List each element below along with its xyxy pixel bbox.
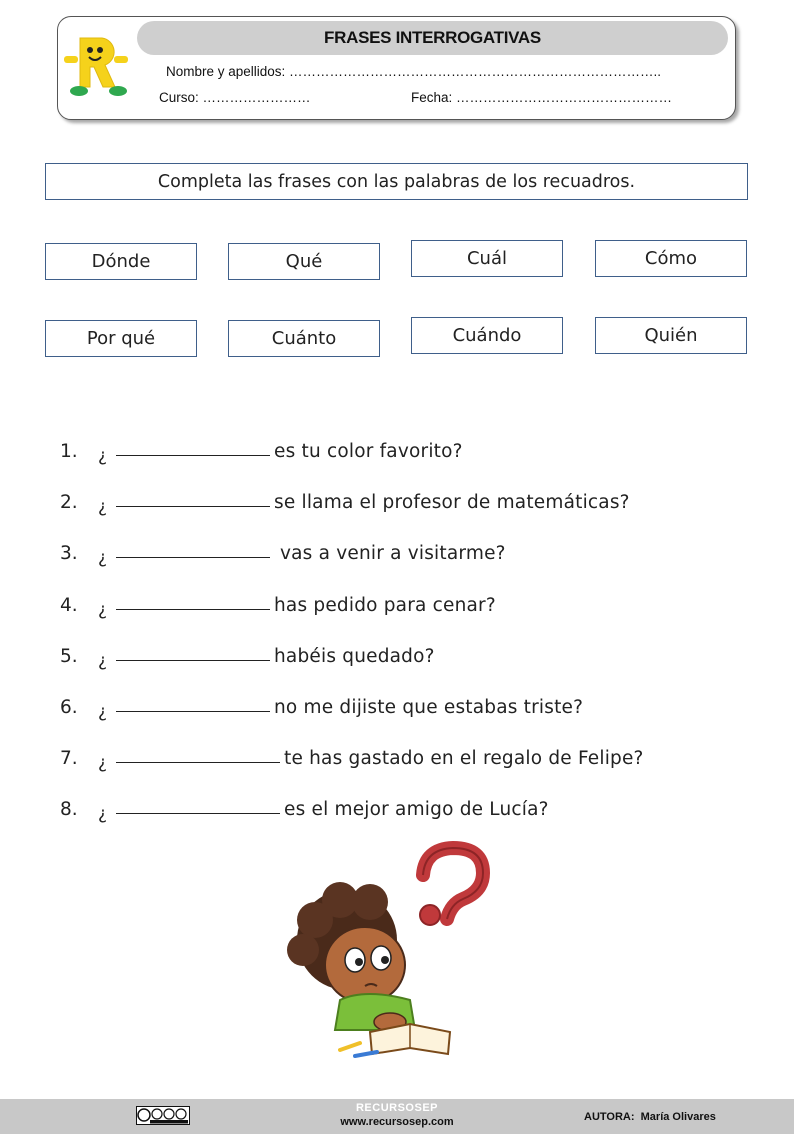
- word-box-cuanto: Cuánto: [228, 320, 380, 357]
- footer-website-link[interactable]: www.recursosep.com: [340, 1116, 454, 1128]
- word-box-por-que: Por qué: [45, 320, 197, 357]
- question-row-4: [60, 586, 496, 620]
- word-box-como: Cómo: [595, 240, 747, 277]
- question-text: habéis quedado?: [274, 646, 435, 667]
- question-row-5: [60, 637, 435, 671]
- answer-blank[interactable]: [116, 639, 270, 661]
- answer-blank[interactable]: [116, 588, 270, 610]
- question-row-2: [60, 483, 630, 517]
- question-open-mark: ¿: [98, 702, 108, 722]
- question-open-mark: ¿: [98, 600, 108, 620]
- question-open-mark: ¿: [98, 753, 108, 773]
- instruction-box: Completa las frases con las palabras de los recuadros.: [45, 163, 748, 200]
- word-box-cual: Cuál: [411, 240, 563, 277]
- word-box-donde: Dónde: [45, 243, 197, 280]
- question-number: 6.: [60, 697, 78, 718]
- letter-r-mascot-icon: [62, 32, 132, 100]
- answer-blank[interactable]: [116, 536, 270, 558]
- thinking-child-question-mark-icon: [285, 840, 495, 1065]
- question-number: 3.: [60, 543, 78, 564]
- word-box-cuando: Cuándo: [411, 317, 563, 354]
- author-name: María Olivares: [640, 1111, 716, 1123]
- answer-blank[interactable]: [116, 485, 270, 507]
- question-open-mark: ¿: [98, 497, 108, 517]
- question-row-6: [60, 688, 584, 722]
- footer-bar: [0, 1099, 794, 1134]
- question-text: te has gastado en el regalo de Felipe?: [284, 748, 644, 769]
- question-open-mark: ¿: [98, 651, 108, 671]
- question-row-8: [60, 790, 549, 824]
- question-number: 2.: [60, 492, 78, 513]
- question-open-mark: ¿: [98, 804, 108, 824]
- answer-blank[interactable]: [116, 792, 280, 814]
- question-row-1: [60, 432, 463, 466]
- word-box-quien: Quién: [595, 317, 747, 354]
- question-text: has pedido para cenar?: [274, 595, 496, 616]
- question-row-3: [60, 534, 506, 568]
- author-label: AUTORA:: [584, 1111, 635, 1123]
- question-number: 4.: [60, 595, 78, 616]
- question-number: 8.: [60, 799, 78, 820]
- answer-blank[interactable]: [116, 434, 270, 456]
- footer-author: [584, 1111, 716, 1123]
- name-field-line[interactable]: Nombre y apellidos: ………………………………………………………………………..: [166, 64, 662, 79]
- question-text: vas a venir a visitarme?: [280, 543, 506, 564]
- answer-blank[interactable]: [116, 741, 280, 763]
- word-box-que: Qué: [228, 243, 380, 280]
- question-open-mark: ¿: [98, 446, 108, 466]
- question-open-mark: ¿: [98, 548, 108, 568]
- question-number: 5.: [60, 646, 78, 667]
- question-number: 1.: [60, 441, 78, 462]
- answer-blank[interactable]: [116, 690, 270, 712]
- course-field-line[interactable]: Curso: ……………………: [159, 90, 311, 105]
- worksheet-title: FRASES INTERROGATIVAS: [137, 21, 728, 55]
- footer-brand: RECURSOSEP: [355, 1102, 439, 1114]
- date-field-line[interactable]: Fecha: …………………………………………: [411, 90, 673, 105]
- question-number: 7.: [60, 748, 78, 769]
- question-text: se llama el profesor de matemáticas?: [274, 492, 630, 513]
- question-text: es el mejor amigo de Lucía?: [284, 799, 549, 820]
- question-text: no me dijiste que estabas triste?: [274, 697, 584, 718]
- question-text: es tu color favorito?: [274, 441, 463, 462]
- question-row-7: [60, 739, 644, 773]
